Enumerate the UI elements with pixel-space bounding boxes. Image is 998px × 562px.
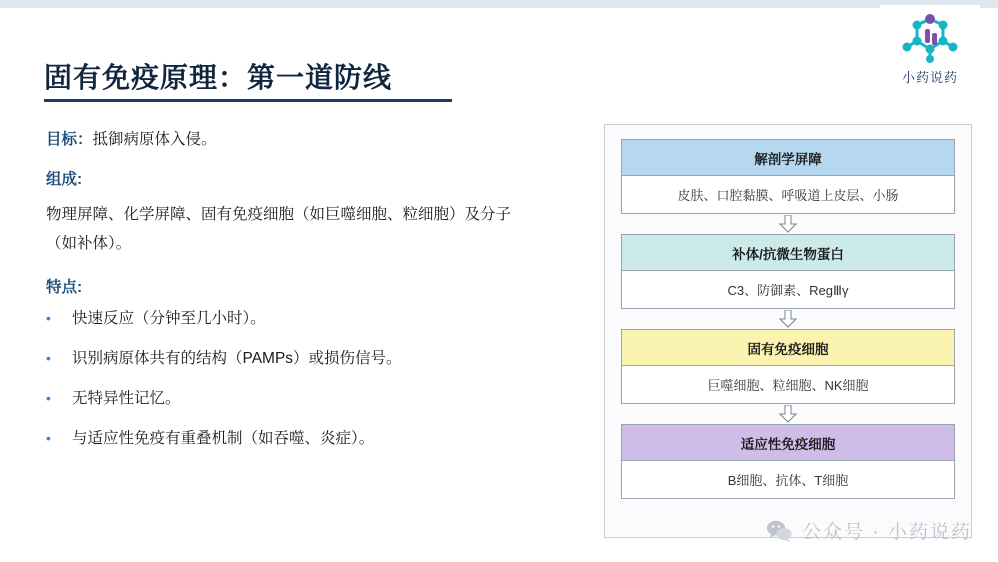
- composition-label: 组成:: [46, 171, 83, 189]
- composition-text: 物理屏障、化学屏障、固有免疫细胞（如巨噬细胞、粒细胞）及分子（如补体）。: [46, 206, 512, 252]
- molecule-logo-icon: [899, 11, 961, 65]
- diagram-block-complement: [621, 234, 955, 309]
- logo-text: 小药说药: [901, 70, 958, 85]
- title-underline: [44, 99, 452, 102]
- diagram-block-anatomical-barrier: [621, 139, 955, 214]
- brand-logo: [880, 5, 980, 97]
- down-arrow-icon: [779, 405, 797, 423]
- bullet-marker-icon: •: [46, 389, 51, 406]
- list-item-label: 快速反应（分钟至几小时）。: [72, 309, 266, 327]
- arrow-2: [621, 309, 955, 329]
- list-item-label: 与适应性免疫有重叠机制（如吞噬、炎症）。: [72, 430, 375, 448]
- block-header: 补体/抗微生物蛋白: [621, 234, 955, 271]
- list-item: [46, 429, 566, 449]
- watermark-text: 公众号 · 小药说药: [802, 522, 972, 543]
- bullet-marker-icon: •: [46, 309, 51, 326]
- list-item: [46, 349, 566, 369]
- down-arrow-icon: [779, 215, 797, 233]
- arrow-3: [621, 404, 955, 424]
- block-header: 解剖学屏障: [621, 139, 955, 176]
- features-label: 特点:: [46, 278, 83, 296]
- block-body: B细胞、抗体、T细胞: [621, 461, 955, 499]
- watermark: [766, 517, 972, 544]
- bullet-marker-icon: •: [46, 349, 51, 366]
- block-header: 适应性免疫细胞: [621, 424, 955, 461]
- list-item-label: 识别病原体共有的结构（PAMPs）或损伤信号。: [72, 349, 402, 367]
- wechat-icon: [766, 520, 792, 542]
- block-body: 皮肤、口腔黏膜、呼吸道上皮层、小肠: [621, 176, 955, 214]
- list-item: [46, 309, 566, 329]
- bullet-marker-icon: •: [46, 430, 51, 447]
- objective-line: [46, 128, 566, 151]
- list-item-label: 无特异性记忆。: [72, 389, 181, 407]
- top-accent-bar: [0, 0, 998, 8]
- immune-layers-diagram: [604, 124, 972, 538]
- objective-text: 抵御病原体入侵。: [92, 131, 217, 148]
- down-arrow-icon: [779, 310, 797, 328]
- diagram-block-innate-cells: [621, 329, 955, 404]
- list-item: [46, 389, 566, 409]
- arrow-1: [621, 214, 955, 234]
- block-body: 巨噬细胞、粒细胞、NK细胞: [621, 366, 955, 404]
- block-header: 固有免疫细胞: [621, 329, 955, 366]
- features-list: [46, 309, 566, 450]
- diagram-block-adaptive-cells: [621, 424, 955, 499]
- objective-label: 目标：: [46, 131, 93, 148]
- content-body: [46, 128, 566, 469]
- page-title: 固有免疫原理：第一道防线: [44, 62, 393, 93]
- block-body: C3、防御素、RegⅢγ: [621, 271, 955, 309]
